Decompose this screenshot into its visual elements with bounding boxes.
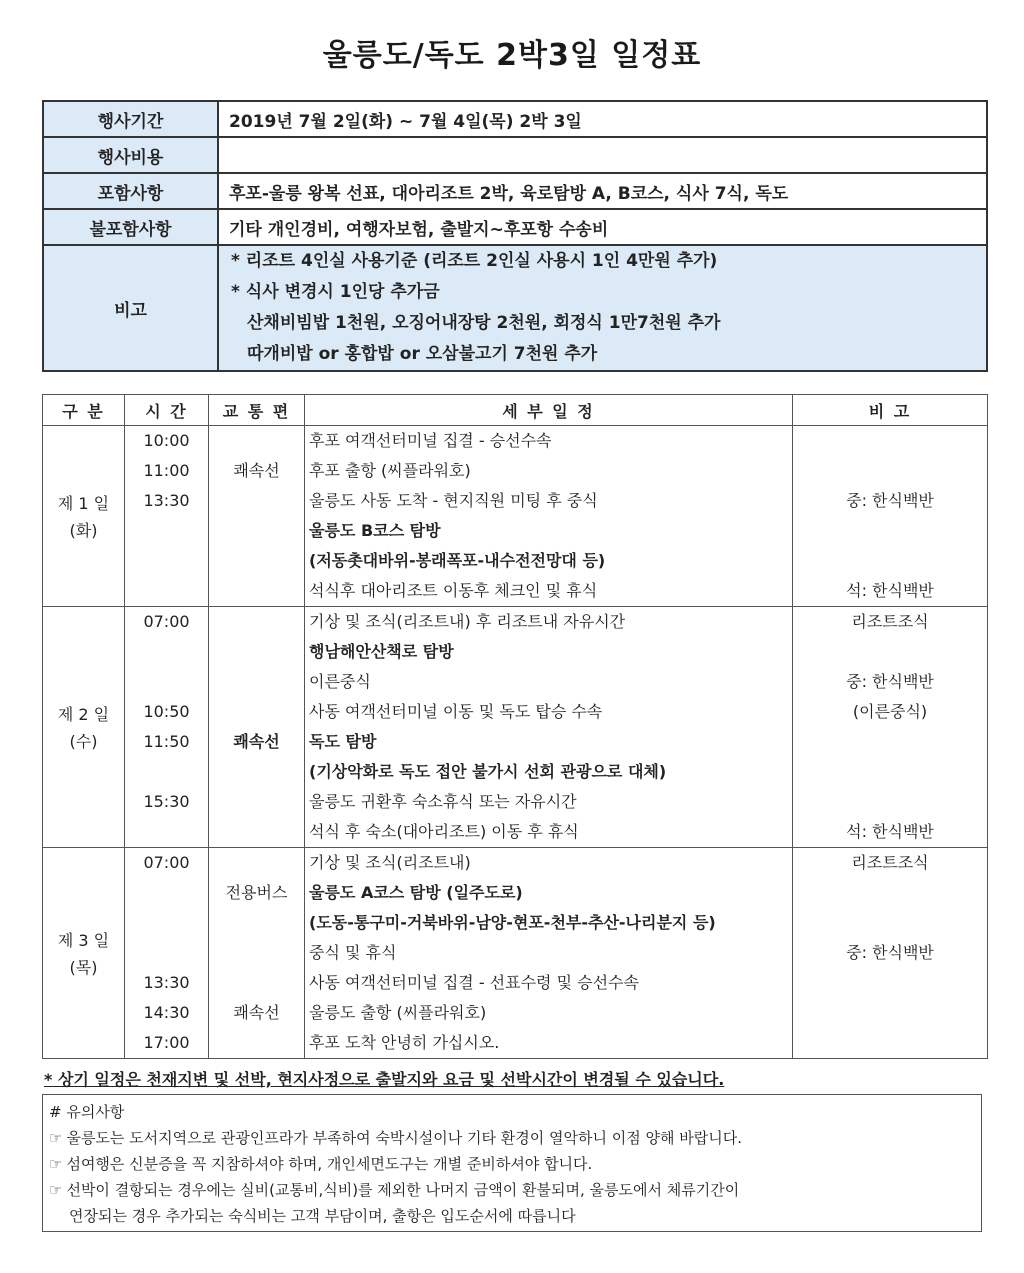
detail-line: 후포 출항 (씨플라워호) (309, 461, 471, 480)
info-row-included (43, 173, 987, 209)
col-header-division: 구 분 (43, 395, 125, 426)
transport-value (209, 817, 304, 847)
info-row-remarks (43, 245, 987, 371)
time-value: 13:30 (143, 973, 190, 992)
note-cell (793, 607, 988, 848)
detail-line: 울릉도 A코스 탐방 (일주도로) (309, 883, 523, 902)
remark-line: 산채비빔밥 1천원, 오징어내장탕 2천원, 회정식 1만7천원 추가 (247, 313, 721, 333)
detail-line: 울릉도 사동 도착 - 현지직원 미팅 후 중식 (309, 491, 598, 510)
transport-cell (209, 848, 305, 1059)
day-weekday: (목) (69, 958, 98, 977)
notes-item-text: 울릉도는 도서지역으로 관광인프라가 부족하여 숙박시설이나 기타 환경이 열악하니 이점 양해 바랍니다. (66, 1129, 742, 1147)
time-value: 07:00 (143, 853, 190, 872)
note-value: 석: 한식백반 (846, 581, 934, 600)
time-value: 13:30 (143, 491, 190, 510)
detail-line: 석식 후 숙소(대아리조트) 이동 후 휴식 (309, 822, 579, 841)
notes-box (42, 1094, 982, 1232)
schedule-day-row (43, 848, 988, 1059)
day-label: 제 3 일 (57, 931, 110, 950)
time-cell (125, 426, 209, 607)
notes-item-continuation: 연장되는 경우 추가되는 숙식비는 고객 부담이며, 출항은 입도순서에 따릅니다 (69, 1207, 576, 1225)
detail-line: (기상악화로 독도 접안 불가시 선회 관광으로 대체) (309, 762, 667, 781)
detail-cell (305, 426, 793, 607)
note-cell (793, 848, 988, 1059)
detail-line: 사동 여객선터미널 집결 - 선표수령 및 승선수속 (309, 973, 639, 992)
note-value: 중: 한식백반 (846, 491, 934, 510)
col-header-time: 시 간 (125, 395, 209, 426)
period-value: 2019년 7월 2일(화) ~ 7월 4일(목) 2박 3일 (218, 101, 987, 137)
included-value: 후포-울릉 왕복 선표, 대아리조트 2박, 육로탐방 A, B코스, 식사 7식, 독도 (218, 173, 987, 209)
detail-line: (저동촛대바위-봉래폭포-내수전전망대 등) (309, 551, 606, 570)
time-value: 10:00 (143, 431, 190, 450)
notes-item-text: 섬여행은 신분증을 꼭 지참하셔야 하며, 개인세면도구는 개별 준비하셔야 합니다. (66, 1155, 593, 1173)
note-value: 중: 한식백반 (846, 943, 934, 962)
day-label: 제 2 일 (57, 705, 110, 724)
note-value (793, 727, 987, 757)
notes-item (49, 1125, 981, 1151)
transport-value (209, 576, 304, 606)
info-row-cost (43, 137, 987, 173)
detail-line: 울릉도 B코스 탐방 (309, 521, 441, 540)
detail-line: 행남해안산책로 탐방 (309, 642, 454, 661)
transport-cell (209, 426, 305, 607)
note-value: 중: 한식백반 (846, 672, 934, 691)
time-value (125, 938, 208, 968)
note-value (793, 968, 987, 998)
transport-value (209, 697, 304, 727)
col-header-notes: 비 고 (793, 395, 988, 426)
schedule-day-row (43, 607, 988, 848)
transport-value (209, 968, 304, 998)
time-value: 11:00 (143, 461, 190, 480)
note-value (793, 546, 987, 576)
note-value: 리조트조식 (851, 612, 929, 631)
detail-line: 울릉도 귀환후 숙소휴식 또는 자유시간 (309, 792, 577, 811)
note-value: 석: 한식백반 (846, 822, 934, 841)
note-cell (793, 426, 988, 607)
transport-value (209, 938, 304, 968)
time-value (125, 576, 208, 606)
transport-value (209, 1028, 304, 1058)
remark-line: 따개비밥 or 홍합밥 or 오삼불고기 7천원 추가 (247, 344, 598, 364)
time-value (125, 667, 208, 697)
col-header-details: 세 부 일 정 (305, 395, 793, 426)
transport-value: 쾌속선 (233, 732, 280, 751)
excluded-label: 불포함사항 (43, 209, 218, 245)
transport-value: 전용버스 (225, 883, 288, 902)
note-value (793, 637, 987, 667)
day-cell (43, 848, 125, 1059)
note-value (793, 1028, 987, 1058)
detail-line: 중식 및 휴식 (309, 943, 397, 962)
note-value (793, 787, 987, 817)
detail-cell (305, 848, 793, 1059)
time-value (125, 516, 208, 546)
note-value (793, 456, 987, 486)
period-label: 행사기간 (43, 101, 218, 137)
detail-line: 기상 및 조식(리조트내) 후 리조트내 자유시간 (309, 612, 626, 631)
day-weekday: (수) (69, 732, 98, 751)
notes-item-text: 선박이 결항되는 경우에는 실비(교통비,식비)를 제외한 나머지 금액이 환불되며, 울릉도에서 체류기간이 (66, 1181, 740, 1199)
pointing-hand-icon: ☞ (49, 1129, 63, 1147)
note-value (793, 516, 987, 546)
time-value: 14:30 (143, 1003, 190, 1022)
detail-line: (도동-통구미-거북바위-남양-현포-천부-추산-나리분지 등) (309, 913, 716, 932)
pointing-hand-icon: ☞ (49, 1155, 63, 1173)
detail-line: 울릉도 출항 (씨플라워호) (309, 1003, 487, 1022)
time-value (125, 878, 208, 908)
excluded-value: 기타 개인경비, 여행자보험, 출발지~후포항 수송비 (218, 209, 987, 245)
disclaimer: * 상기 일정은 천재지변 및 선박, 현지사정으로 출발지와 요금 및 선박시간이 변경될 수 있습니다. (44, 1070, 725, 1089)
day-cell (43, 426, 125, 607)
detail-line: 사동 여객선터미널 이동 및 독도 탑승 수속 (309, 702, 603, 721)
transport-value (209, 908, 304, 938)
remark-line: * 식사 변경시 1인당 추가금 (231, 282, 440, 302)
time-value (125, 817, 208, 847)
time-value (125, 757, 208, 787)
note-value (793, 908, 987, 938)
cost-value (218, 137, 987, 173)
transport-value: 쾌속선 (233, 461, 280, 480)
time-value: 11:50 (143, 732, 190, 751)
note-value (793, 757, 987, 787)
time-value (125, 908, 208, 938)
day-label: 제 1 일 (57, 494, 110, 513)
detail-line: 후포 여객선터미널 집결 - 승선수속 (309, 431, 552, 450)
time-cell (125, 607, 209, 848)
col-header-transport: 교 통 편 (209, 395, 305, 426)
included-label: 포함사항 (43, 173, 218, 209)
transport-cell (209, 607, 305, 848)
day-cell (43, 607, 125, 848)
schedule-header-row (43, 395, 988, 426)
transport-value (209, 546, 304, 576)
remark-line: * 리조트 4인실 사용기준 (리조트 2인실 사용시 1인 4만원 추가) (231, 251, 718, 271)
note-value (793, 998, 987, 1028)
day-weekday: (화) (69, 521, 98, 540)
note-value: (이른중식) (852, 702, 928, 721)
transport-value: 쾌속선 (233, 1003, 280, 1022)
info-row-period (43, 101, 987, 137)
remarks-value (218, 245, 987, 371)
notes-item (49, 1151, 981, 1177)
page-title: 울릉도/독도 2박3일 일정표 (322, 38, 702, 73)
cost-label: 행사비용 (43, 137, 218, 173)
time-value: 15:30 (143, 792, 190, 811)
time-cell (125, 848, 209, 1059)
note-value (793, 878, 987, 908)
transport-value (209, 848, 304, 878)
detail-line: 기상 및 조식(리조트내) (309, 853, 471, 872)
detail-line: 후포 도착 안녕히 가십시오. (309, 1033, 500, 1052)
detail-line: 이른중식 (309, 672, 371, 691)
info-table (42, 100, 988, 372)
note-value (793, 426, 987, 456)
transport-value (209, 667, 304, 697)
detail-cell (305, 607, 793, 848)
remarks-label: 비고 (43, 245, 218, 371)
transport-value (209, 426, 304, 456)
transport-value (209, 637, 304, 667)
notes-heading: # 유의사항 (49, 1103, 125, 1121)
time-value: 10:50 (143, 702, 190, 721)
schedule-table (42, 394, 988, 1059)
transport-value (209, 486, 304, 516)
detail-line: 석식후 대아리조트 이동후 체크인 및 휴식 (309, 581, 598, 600)
transport-value (209, 607, 304, 637)
transport-value (209, 757, 304, 787)
time-value: 17:00 (143, 1033, 190, 1052)
transport-value (209, 787, 304, 817)
schedule-day-row (43, 426, 988, 607)
time-value (125, 546, 208, 576)
pointing-hand-icon: ☞ (49, 1181, 63, 1199)
info-row-excluded (43, 209, 987, 245)
note-value: 리조트조식 (851, 853, 929, 872)
notes-item (49, 1177, 981, 1203)
detail-line: 독도 탐방 (309, 732, 377, 751)
time-value (125, 637, 208, 667)
transport-value (209, 516, 304, 546)
time-value: 07:00 (143, 612, 190, 631)
